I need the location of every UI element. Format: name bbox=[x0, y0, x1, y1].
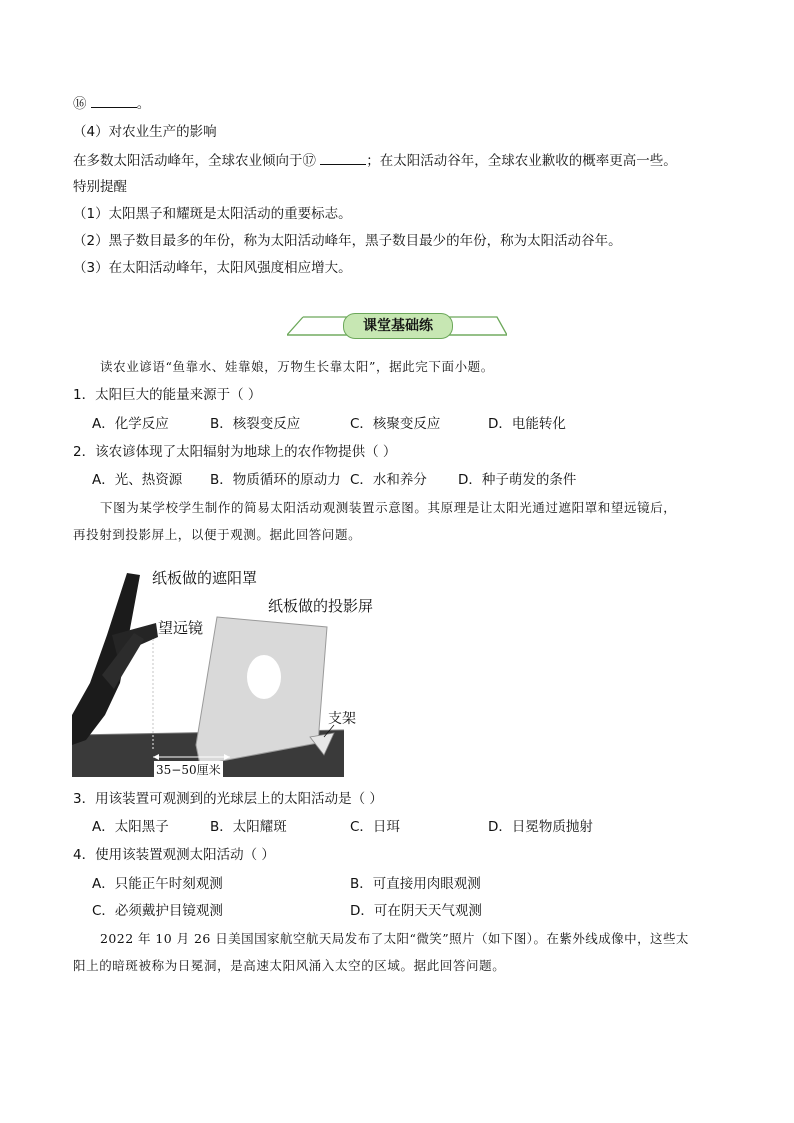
q3-option-c[interactable]: C．日珥 bbox=[350, 819, 400, 835]
question-4-stem: 4．使用该装置观测太阳活动（ ） bbox=[73, 847, 275, 863]
label-projection-screen: 纸板做的投影屏 bbox=[268, 597, 374, 615]
intro-solar-smile-line1: 2022 年 10 月 26 日美国国家航空航天局发布了太阳“微笑”照片（如下图）。在紫外线成像中，这些太 bbox=[100, 931, 689, 946]
tips-title: 特别提醒 bbox=[73, 179, 127, 195]
question-1-stem: 1．太阳巨大的能量来源于（ ） bbox=[73, 387, 262, 403]
observation-device-figure bbox=[72, 565, 374, 777]
banner-title: 课堂基础练 bbox=[343, 313, 453, 339]
answer-line-16: ⑯ 。 bbox=[73, 96, 151, 112]
q3-option-d[interactable]: D．日冕物质抛射 bbox=[488, 819, 593, 835]
q3-option-b[interactable]: B．太阳耀斑 bbox=[210, 819, 287, 835]
circled-number-16: ⑯ bbox=[73, 96, 91, 112]
label-telescope: 望远镜 bbox=[158, 619, 204, 637]
q4-option-a[interactable]: A．只能正午时刻观测 bbox=[92, 876, 223, 892]
label-sun-shade: 纸板做的遮阳罩 bbox=[152, 569, 258, 587]
q2-option-c[interactable]: C．水和养分 bbox=[350, 472, 427, 488]
q4-option-d[interactable]: D．可在阴天天气观测 bbox=[350, 903, 482, 919]
heading-agriculture-impact: （4）对农业生产的影响 bbox=[73, 124, 217, 140]
tip-item: （2）黑子数目最多的年份，称为太阳活动峰年，黑子数目最少的年份，称为太阳活动谷年。 bbox=[73, 233, 622, 249]
q2-option-d[interactable]: D．种子萌发的条件 bbox=[458, 472, 577, 488]
intro-proverb: 读农业谚语“鱼靠水、娃靠娘，万物生长靠太阳”，据此完下面小题。 bbox=[100, 359, 494, 374]
q4-option-b[interactable]: B．可直接用肉眼观测 bbox=[350, 876, 481, 892]
q3-option-a[interactable]: A．太阳黑子 bbox=[92, 819, 169, 835]
q2-option-a[interactable]: A．光、热资源 bbox=[92, 472, 183, 488]
label-stand: 支架 bbox=[328, 711, 356, 727]
answer-blank-17 bbox=[320, 151, 366, 165]
intro-solar-smile-line2: 阳上的暗斑被称为日冕洞，是高速太阳风涌入太空的区域。据此回答问题。 bbox=[73, 958, 506, 973]
question-3-stem: 3．用该装置可观测到的光球层上的太阳活动是（ ） bbox=[73, 791, 383, 807]
section-banner bbox=[287, 311, 507, 341]
q1-option-d[interactable]: D．电能转化 bbox=[488, 416, 566, 432]
q1-option-c[interactable]: C．核聚变反应 bbox=[350, 416, 441, 432]
label-distance: 35−50厘米 bbox=[156, 763, 221, 777]
intro-device-line1: 下图为某学校学生制作的简易太阳活动观测装置示意图。其原理是让太阳光通过遮阳罩和望远镜后， bbox=[100, 500, 677, 515]
paragraph-17: 在多数太阳活动峰年，全球农业倾向于⑰ ；在太阳活动谷年，全球农业歉收的概率更高一些。 bbox=[73, 153, 677, 169]
tip-item: （1）太阳黑子和耀斑是太阳活动的重要标志。 bbox=[73, 206, 352, 222]
question-2-stem: 2．该农谚体现了太阳辐射为地球上的农作物提供（ ） bbox=[73, 444, 397, 460]
intro-device-line2: 再投射到投影屏上，以便于观测。据此回答问题。 bbox=[73, 527, 362, 542]
q4-option-c[interactable]: C．必须戴护目镜观测 bbox=[92, 903, 223, 919]
q1-option-a[interactable]: A．化学反应 bbox=[92, 416, 169, 432]
tip-item: （3）在太阳活动峰年，太阳风强度相应增大。 bbox=[73, 260, 352, 276]
q1-option-b[interactable]: B．核裂变反应 bbox=[210, 416, 301, 432]
answer-blank-16 bbox=[91, 94, 137, 108]
q2-option-b[interactable]: B．物质循环的原动力 bbox=[210, 472, 341, 488]
